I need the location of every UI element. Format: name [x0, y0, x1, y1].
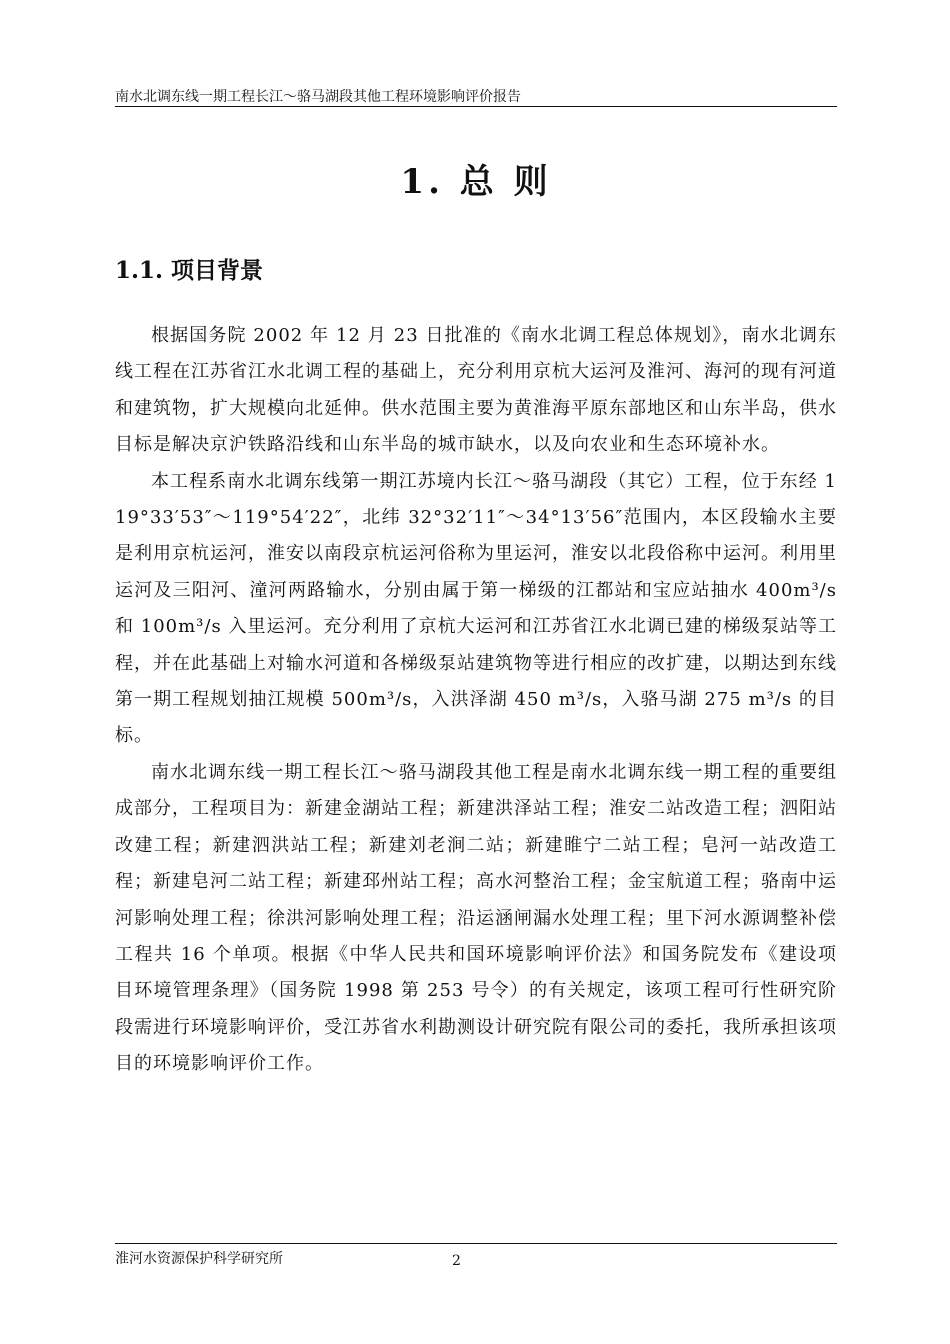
paragraph-project-scope: 本工程系南水北调东线第一期江苏境内长江～骆马湖段（其它）工程，位于东经 119°33′53″～119°54′22″，北纬 32°32′11″～34°13′56″范围内，本区段输水主要是利用京杭运河，淮安以南段京杭运河俗称为里运河，淮安以北段俗称中运河。利用里运河及三阳河、潼河两路输水，分别由属于第一梯级的江都站和宝应站抽水 400m³/s 和 100m³/s 入里运河。充分利用了京杭大运河和江苏省江水北调已建的梯级泵站等工程，并在此基础上对输水河道和各梯级泵站建筑物等进行相应的改扩建，以期达到东线第一期工程规划抽江规模 500m³/s，入洪泽湖 450 m³/s，入骆马湖 275 m³/s 的目标。 — [115, 470, 837, 747]
page-number: 2 — [452, 1253, 461, 1269]
chapter-title: 1. 总 则 — [400, 162, 552, 202]
running-header: 南水北调东线一期工程长江～骆马湖段其他工程环境影响评价报告 — [115, 89, 521, 105]
footer-divider — [115, 1243, 837, 1244]
body-text — [115, 318, 837, 1083]
header-divider — [115, 106, 837, 107]
footer-organization: 淮河水资源保护科学研究所 — [115, 1251, 283, 1267]
paragraph-background: 根据国务院 2002 年 12 月 23 日批准的《南水北调工程总体规划》，南水北调东线工程在江苏省江水北调工程的基础上，充分利用京杭大运河及淮河、海河的现有河道和建筑物，扩大规模向北延伸。供水范围主要为黄淮海平原东部地区和山东半岛，供水目标是解决京沪铁路沿线和山东半岛的城市缺水，以及向农业和生态环境补水。 — [115, 325, 837, 456]
paragraph-project-components: 南水北调东线一期工程长江～骆马湖段其他工程是南水北调东线一期工程的重要组成部分，工程项目为：新建金湖站工程；新建洪泽站工程；淮安二站改造工程；泗阳站改建工程；新建泗洪站工程；新建刘老涧二站；新建睢宁二站工程；皂河一站改造工程；新建皂河二站工程；新建邳州站工程；高水河整治工程；金宝航道工程；骆南中运河影响处理工程；徐洪河影响处理工程；沿运涵闸漏水处理工程；里下河水源调整补偿工程共 16 个单项。根据《中华人民共和国环境影响评价法》和国务院发布《建设项目环境管理条理》（国务院 1998 第 253 号令）的有关规定，该项工程可行性研究阶段需进行环境影响评价，受江苏省水利勘测设计研究院有限公司的委托，我所承担该项目的环境影响评价工作。 — [115, 761, 837, 1075]
section-title: 1.1. 项目背景 — [115, 257, 264, 284]
